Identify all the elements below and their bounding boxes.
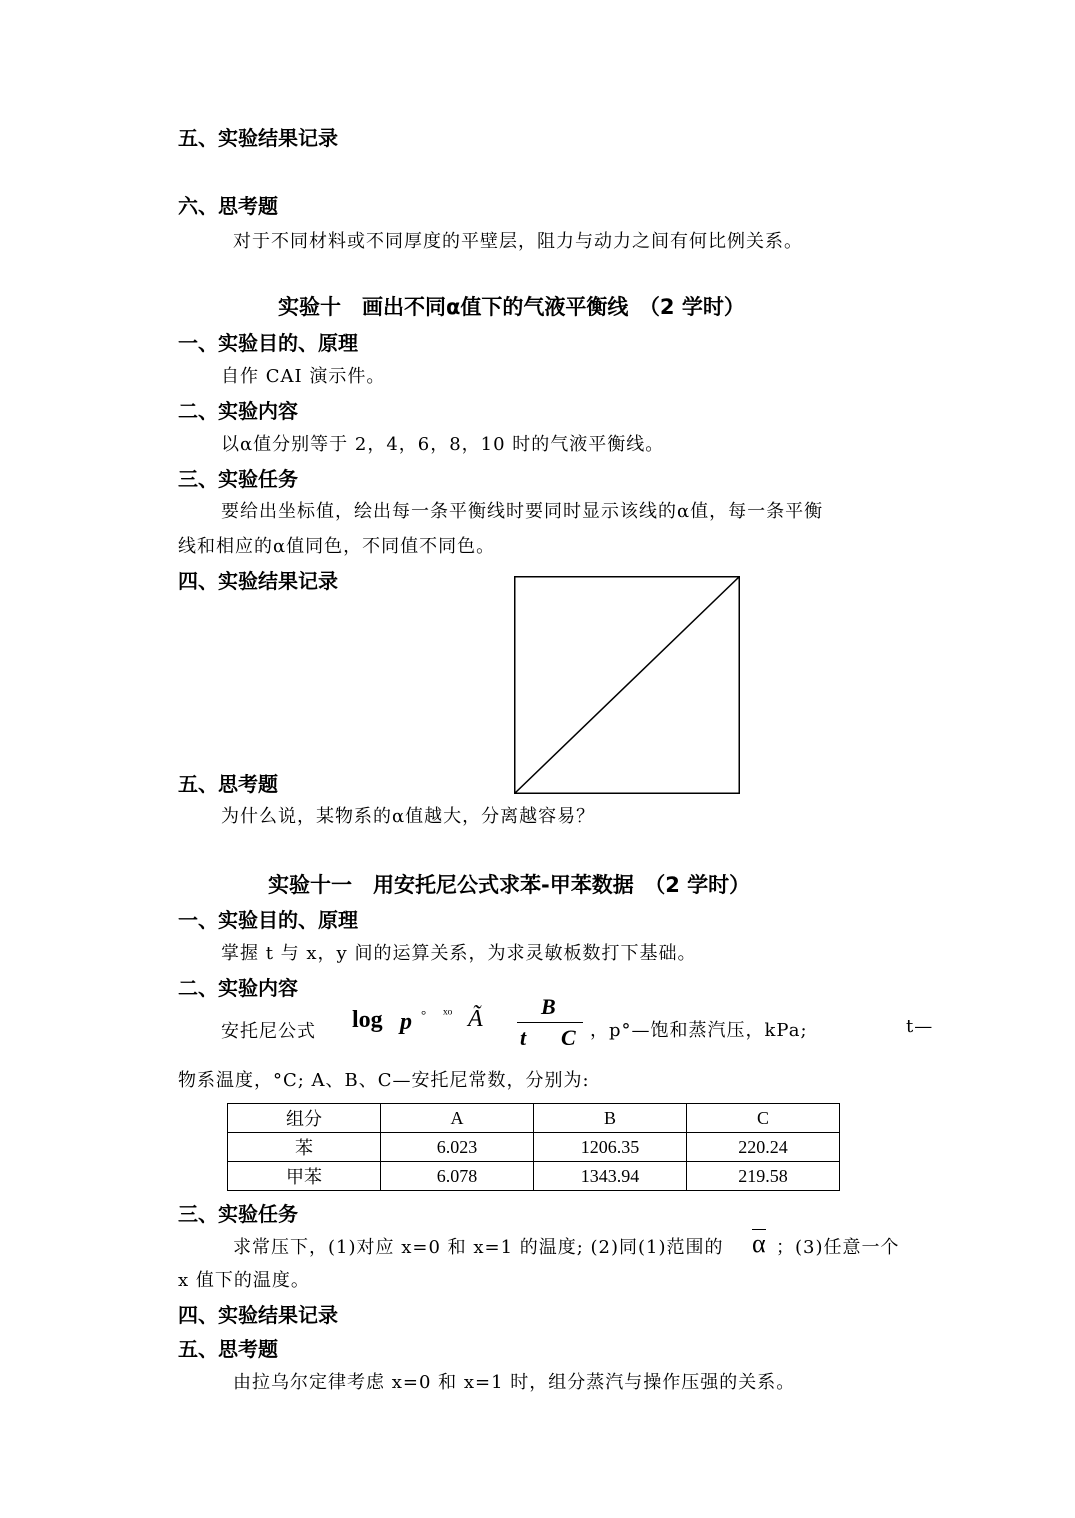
series-line-0 [514, 576, 740, 794]
exp11-purpose-text: 掌握 t 与 x，y 间的运算关系，为求灵敏板数打下基础。 [221, 943, 697, 964]
exp10-purpose-text: 自作 CAI 演示件。 [221, 366, 386, 387]
equilibrium-chart-svg [514, 576, 740, 794]
exp10-question-text: 为什么说，某物系的α值越大，分离越容易？ [221, 806, 596, 827]
exp10-content-text: 以α值分别等于 2，4，6，8，10 时的气液平衡线。 [221, 434, 665, 455]
antoine-definitions: ，p°—饱和蒸汽压，kPa; [590, 1020, 808, 1041]
table-header-cell: 组分 [228, 1104, 381, 1133]
table-header-cell: C [687, 1104, 840, 1133]
exp10-heading-content: 二、实验内容 [178, 399, 298, 423]
formula-denominator-C: C [561, 1025, 576, 1050]
exp10-heading-results: 四、实验结果记录 [178, 569, 338, 593]
exp10-heading-task: 三、实验任务 [178, 467, 298, 491]
table-cell: 1343.94 [534, 1162, 687, 1191]
exp11-heading-content: 二、实验内容 [178, 976, 298, 1000]
antoine-definitions-line2: 物系温度，°C; A、B、C—安托尼常数，分别为: [178, 1070, 590, 1091]
table-cell: 苯 [228, 1133, 381, 1162]
formula-log: log [352, 1007, 383, 1033]
formula-garbled-symbol: ˣᵒ [443, 1006, 453, 1023]
exp11-heading-results: 四、实验结果记录 [178, 1303, 338, 1327]
exp10-task-text-line2: 线和相应的α值同色，不同值不同色。 [178, 536, 496, 557]
alpha-bar-symbol: α [752, 1229, 766, 1258]
table-header-cell: A [381, 1104, 534, 1133]
formula-fraction-bar [517, 1022, 583, 1023]
table-cell: 6.023 [381, 1133, 534, 1162]
antoine-lead-text: 安托尼公式 [221, 1021, 316, 1042]
experiment-10-title: 实验十 画出不同α值下的气液平衡线 （2 学时） [278, 295, 745, 319]
exp11-heading-task: 三、实验任务 [178, 1202, 298, 1226]
table-cell: 6.078 [381, 1162, 534, 1191]
formula-denominator-t: t [520, 1025, 527, 1050]
table-cell: 219.58 [687, 1162, 840, 1191]
exp11-question-text: 由拉乌尔定律考虑 x=0 和 x=1 时，组分蒸汽与操作压强的关系。 [233, 1372, 796, 1393]
exp10-heading-purpose: 一、实验目的、原理 [178, 331, 358, 355]
section-heading-results: 五、实验结果记录 [178, 126, 338, 150]
formula-p: p [400, 1009, 412, 1035]
antoine-t-label: t— [906, 1016, 934, 1037]
equilibrium-chart [514, 576, 740, 794]
table-header-cell: B [534, 1104, 687, 1133]
exp11-task-text-part1: 求常压下，(1)对应 x=0 和 x=1 的温度; (2)同(1)范围的 [233, 1237, 724, 1258]
exp11-heading-purpose: 一、实验目的、原理 [178, 908, 358, 932]
table-header-row [228, 1104, 840, 1133]
table-row [228, 1133, 840, 1162]
experiment-11-title: 实验十一 用安托尼公式求苯-甲苯数据 （2 学时） [268, 873, 751, 897]
table-row [228, 1162, 840, 1191]
exp11-task-text-line2: x 值下的温度。 [178, 1270, 310, 1291]
question-text: 对于不同材料或不同厚度的平壁层，阻力与动力之间有何比例关系。 [233, 231, 803, 252]
formula-degree: ° [421, 1007, 427, 1022]
formula-A: Ã [468, 1006, 483, 1032]
exp10-task-text-line1: 要给出坐标值，绘出每一条平衡线时要同时显示该线的α值，每一条平衡 [221, 501, 824, 522]
antoine-constants-table [227, 1103, 840, 1191]
exp11-heading-questions: 五、思考题 [178, 1337, 278, 1361]
exp11-task-text-part2: ；(3)任意一个 [776, 1237, 900, 1258]
table-cell: 1206.35 [534, 1133, 687, 1162]
section-heading-questions: 六、思考题 [178, 194, 278, 218]
formula-numerator-B: B [541, 994, 556, 1019]
table-cell: 甲苯 [228, 1162, 381, 1191]
table-cell: 220.24 [687, 1133, 840, 1162]
exp10-heading-questions: 五、思考题 [178, 772, 278, 796]
